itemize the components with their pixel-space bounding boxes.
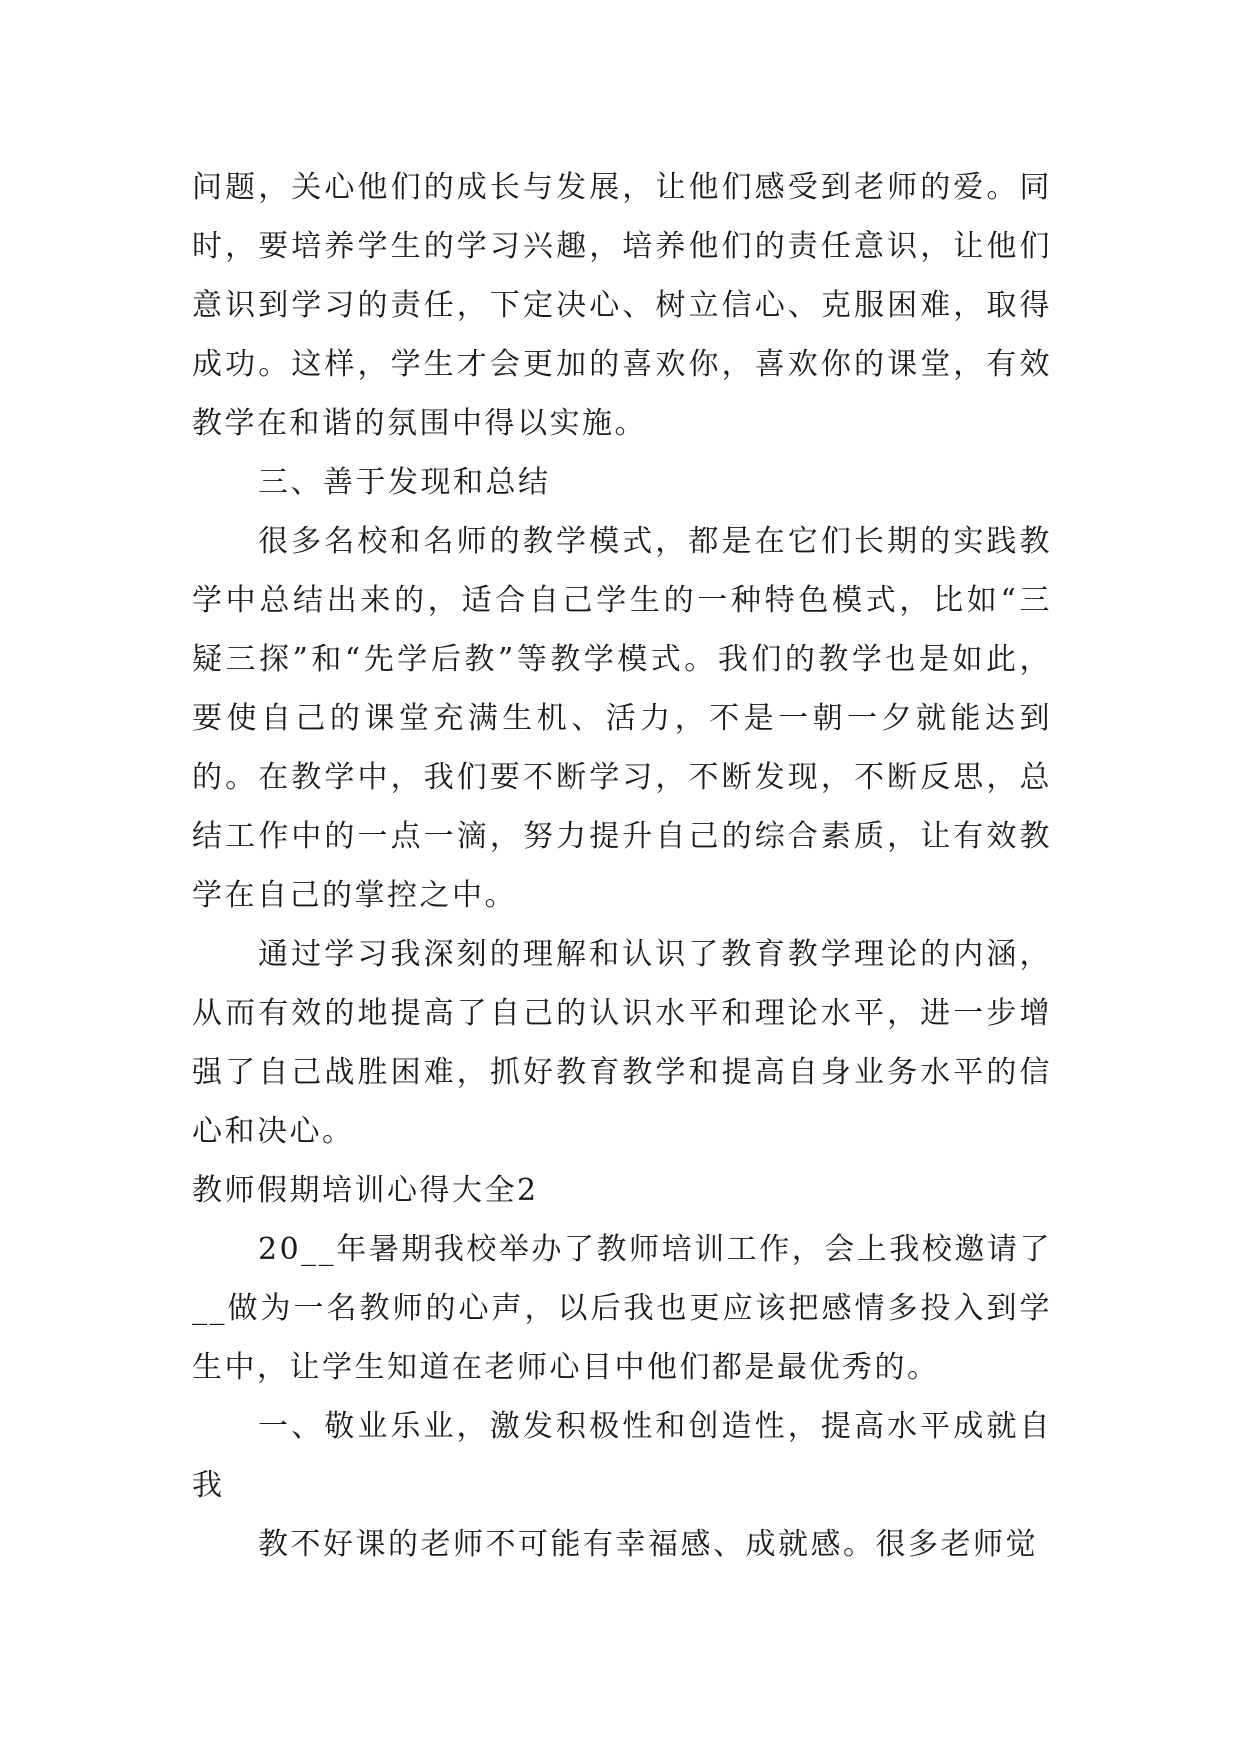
document-page	[192, 158, 1052, 1574]
paragraph-continued: 问题，关心他们的成长与发展，让他们感受到老师的爱。同时，要培养学生的学习兴趣，培养他们的责任意识，让他们意识到学习的责任，下定决心、树立信心、克服困难，取得成功。这样，学生才会更加的喜欢你，喜欢你的课堂，有效教学在和谐的氛围中得以实施。	[192, 170, 1052, 441]
paragraph-teaching-happiness: 教不好课的老师不可能有幸福感、成就感。很多老师觉	[258, 1527, 1038, 1562]
section-heading-3: 三、善于发现和总结	[258, 465, 551, 500]
section-heading-1: 一、敬业乐业，激发积极性和创造性，提高水平成就自我	[192, 1409, 1052, 1503]
paragraph-learning-summary: 通过学习我深刻的理解和认识了教育教学理论的内涵，从而有效的地提高了自己的认识水平和理论水平，进一步增强了自己战胜困难，抓好教育教学和提高自身业务水平的信心和决心。	[192, 937, 1052, 1149]
article-title-2: 教师假期培训心得大全2	[192, 1173, 539, 1208]
paragraph-teaching-models: 很多名校和名师的教学模式，都是在它们长期的实践教学中总结出来的，适合自己学生的一种特色模式，比如“三疑三探”和“先学后教”等教学模式。我们的教学也是如此，要使自己的课堂充满生机、活力，不是一朝一夕就能达到的。在教学中，我们要不断学习，不断发现，不断反思，总结工作中的一点一滴，努力提升自己的综合素质，让有效教学在自己的掌控之中。	[192, 524, 1052, 913]
paragraph-summer-training: 20__年暑期我校举办了教师培训工作，会上我校邀请了__做为一名教师的心声，以后我也更应该把感情多投入到学生中，让学生知道在老师心目中他们都是最优秀的。	[192, 1232, 1052, 1385]
